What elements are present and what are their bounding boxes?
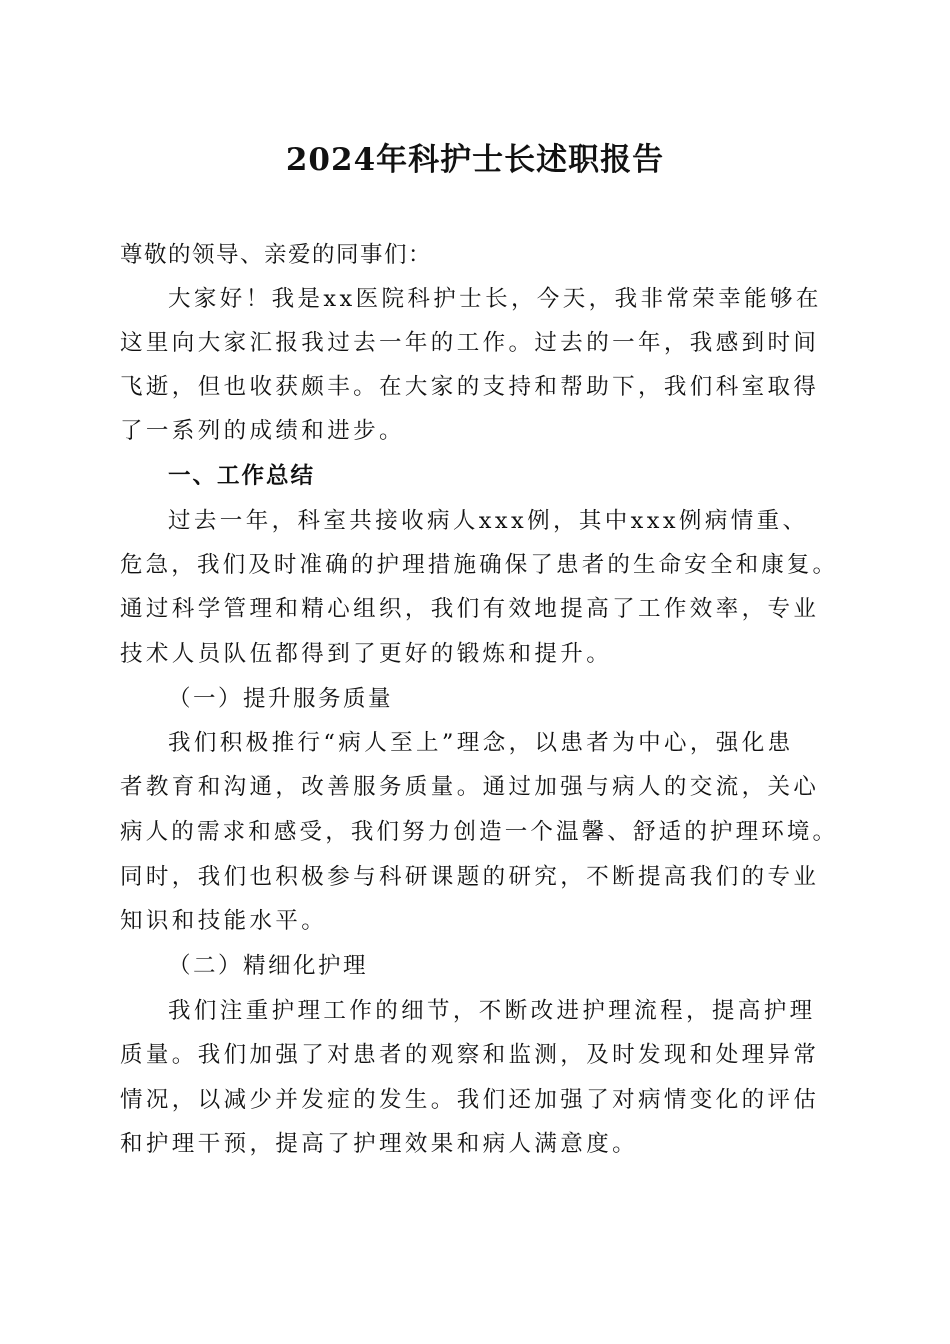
subsection-heading-refined-care: （二）精细化护理 bbox=[168, 953, 369, 979]
subsection2-line: 我们注重护理工作的细节，不断改进护理流程，提高护理 bbox=[168, 998, 816, 1024]
salutation: 尊敬的领导、亲爱的同事们： bbox=[120, 242, 433, 268]
section-heading-work-summary: 一、工作总结 bbox=[168, 463, 316, 489]
subsection1-line: 同时，我们也积极参与科研课题的研究，不断提高我们的专业 bbox=[120, 864, 820, 890]
subsection1-line: 我们积极推行“病人至上”理念，以患者为中心，强化患 bbox=[168, 730, 794, 756]
intro-line: 了一系列的成绩和进步。 bbox=[120, 418, 405, 444]
intro-line: 飞逝，但也收获颇丰。在大家的支持和帮助下，我们科室取得 bbox=[120, 374, 820, 400]
intro-line: 这里向大家汇报我过去一年的工作。过去的一年，我感到时间 bbox=[120, 330, 820, 356]
subsection1-line: 知识和技能水平。 bbox=[120, 908, 328, 934]
subsection2-line: 质量。我们加强了对患者的观察和监测，及时发现和处理异常 bbox=[120, 1042, 820, 1068]
section1-line: 通过科学管理和精心组织，我们有效地提高了工作效率，专业 bbox=[120, 596, 820, 622]
subsection-heading-service-quality: （一）提升服务质量 bbox=[168, 686, 394, 712]
section1-line: 过去一年，科室共接收病人xxx例，其中xxx例病情重、 bbox=[168, 508, 809, 534]
section1-line: 技术人员队伍都得到了更好的锻炼和提升。 bbox=[120, 641, 613, 667]
section1-line: 危急，我们及时准确的护理措施确保了患者的生命安全和康复。 bbox=[120, 552, 839, 578]
subsection2-line: 情况，以减少并发症的发生。我们还加强了对病情变化的评估 bbox=[120, 1087, 820, 1113]
subsection1-line: 者教育和沟通，改善服务质量。通过加强与病人的交流，关心 bbox=[120, 774, 820, 800]
subsection1-line: 病人的需求和感受，我们努力创造一个温馨、舒适的护理环境。 bbox=[120, 819, 839, 845]
subsection2-line: 和护理干预，提高了护理效果和病人满意度。 bbox=[120, 1131, 639, 1157]
document-title: 2024年科护士长述职报告 bbox=[285, 142, 665, 178]
intro-line: 大家好！我是xx医院科护士长，今天，我非常荣幸能够在 bbox=[168, 286, 822, 312]
